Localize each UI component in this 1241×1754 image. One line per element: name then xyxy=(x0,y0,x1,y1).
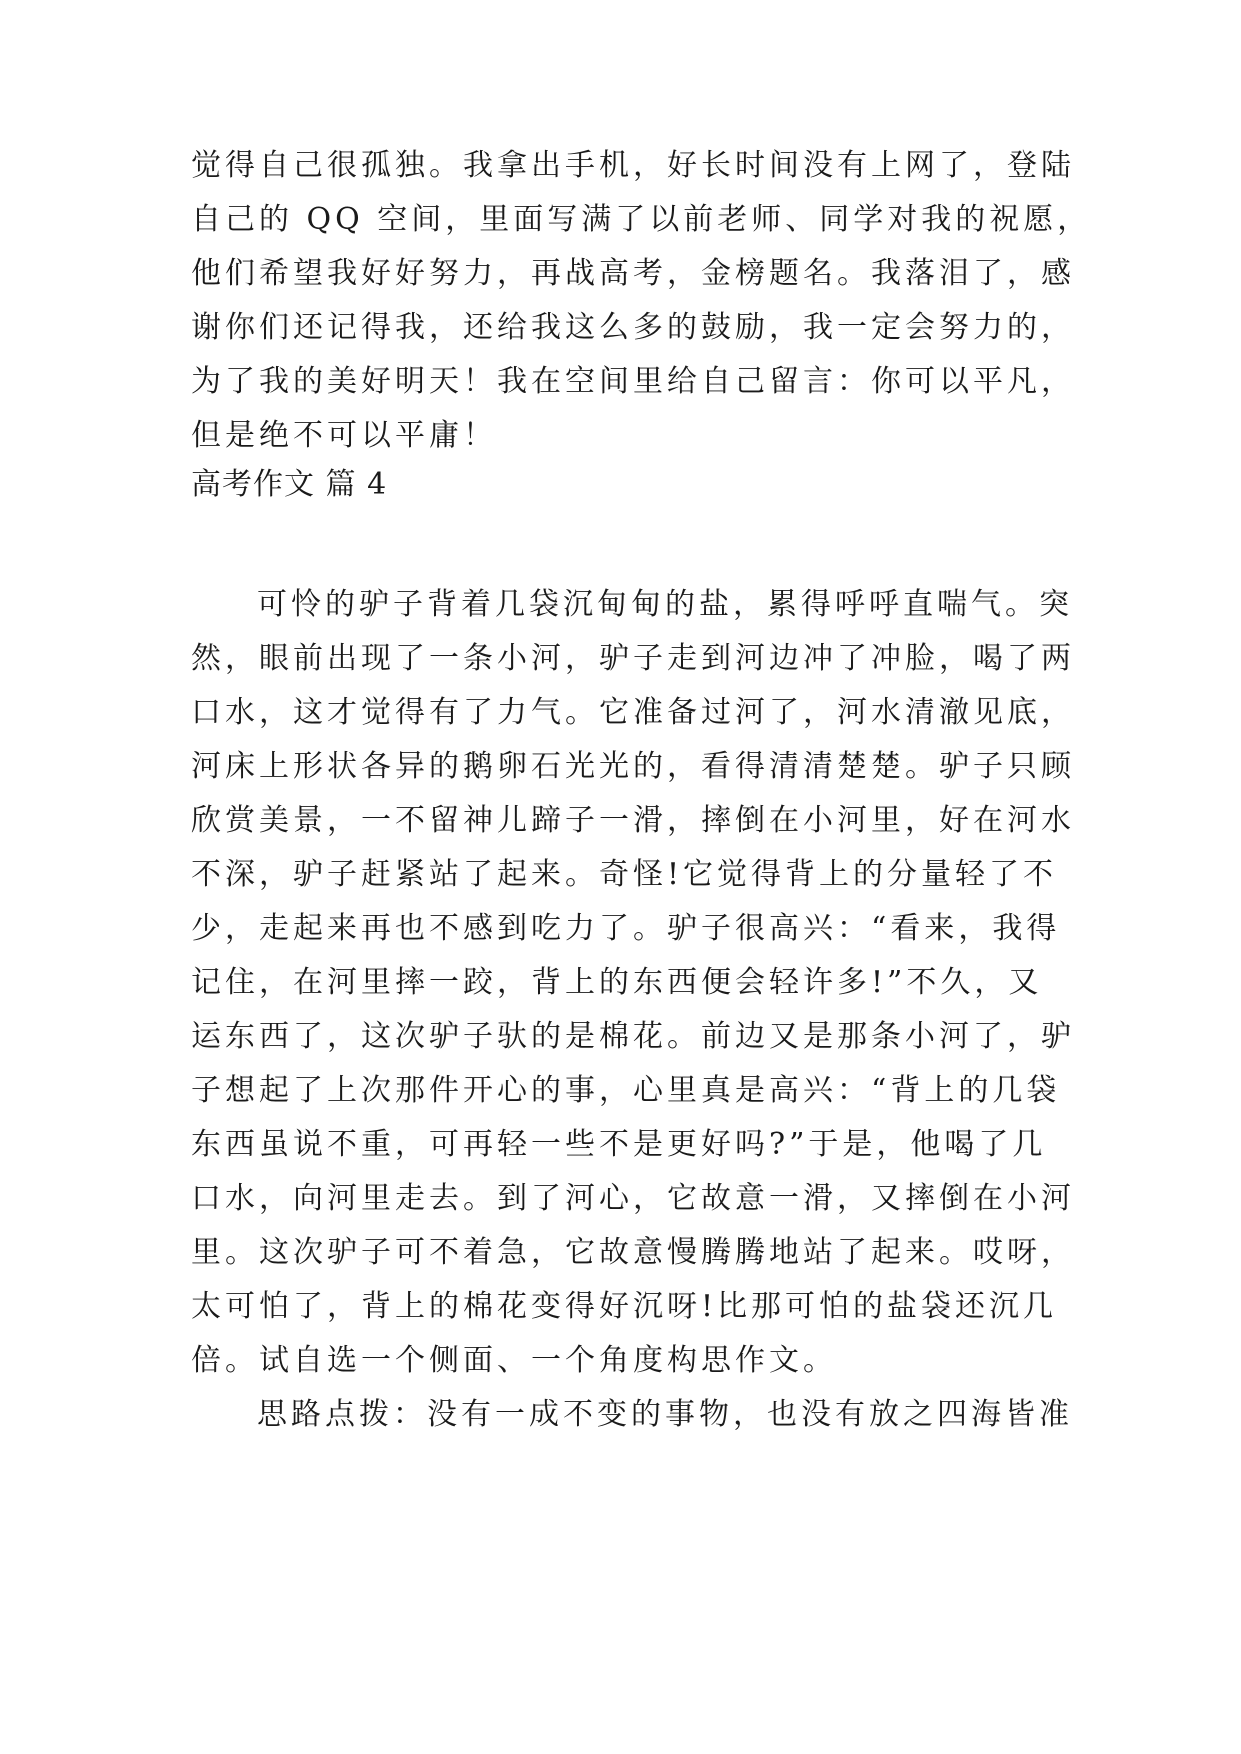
story-line-13: 里。这次驴子可不着急，它故意慢腾腾地站了起来。哎呀， xyxy=(191,1235,1075,1270)
story-line-6: 不深，驴子赶紧站了起来。奇怪!它觉得背上的分量轻了不 xyxy=(191,857,1058,892)
story-line-11: 东西虽说不重，可再轻一些不是更好吗?”于是，他喝了几 xyxy=(191,1127,1047,1162)
story-line-10: 子想起了上次那件开心的事，心里真是高兴：“背上的几袋 xyxy=(191,1073,1061,1108)
story-line-1: 可怜的驴子背着几袋沉甸甸的盐，累得呼呼直喘气。突 xyxy=(257,587,1073,622)
intro-line-6: 但是绝不可以平庸！ xyxy=(191,418,497,453)
intro-line-4: 谢你们还记得我，还给我这么多的鼓励，我一定会努力的， xyxy=(191,310,1075,345)
intro-line-2: 自己的 QQ 空间，里面写满了以前老师、同学对我的祝愿， xyxy=(191,202,1092,237)
story-line-2: 然，眼前出现了一条小河，驴子走到河边冲了冲脸，喝了两 xyxy=(191,641,1075,676)
story-line-12: 口水，向河里走去。到了河心，它故意一滑，又摔倒在小河 xyxy=(191,1181,1075,1216)
story-line-15: 倍。试自选一个侧面、一个角度构思作文。 xyxy=(191,1343,837,1378)
tip-line: 思路点拨：没有一成不变的事物，也没有放之四海皆准 xyxy=(257,1397,1073,1432)
story-line-8: 记住，在河里摔一跤，背上的东西便会轻许多!”不久，又 xyxy=(191,965,1043,1000)
intro-line-5: 为了我的美好明天！我在空间里给自己留言：你可以平凡， xyxy=(191,364,1075,399)
story-line-4: 河床上形状各异的鹅卵石光光的，看得清清楚楚。驴子只顾 xyxy=(191,749,1075,784)
story-line-3: 口水，这才觉得有了力气。它准备过河了，河水清澈见底， xyxy=(191,695,1075,730)
story-line-7: 少，走起来再也不感到吃力了。驴子很高兴：“看来，我得 xyxy=(191,911,1061,946)
intro-line-1: 觉得自己很孤独。我拿出手机，好长时间没有上网了，登陆 xyxy=(191,148,1075,183)
section-heading: 高考作文 篇 4 xyxy=(191,467,388,502)
story-line-14: 太可怕了，背上的棉花变得好沉呀!比那可怕的盐袋还沉几 xyxy=(191,1289,1058,1324)
intro-line-3: 他们希望我好好努力，再战高考，金榜题名。我落泪了，感 xyxy=(191,256,1075,291)
story-line-9: 运东西了，这次驴子驮的是棉花。前边又是那条小河了，驴 xyxy=(191,1019,1075,1054)
story-line-5: 欣赏美景，一不留神儿蹄子一滑，摔倒在小河里，好在河水 xyxy=(191,803,1075,838)
